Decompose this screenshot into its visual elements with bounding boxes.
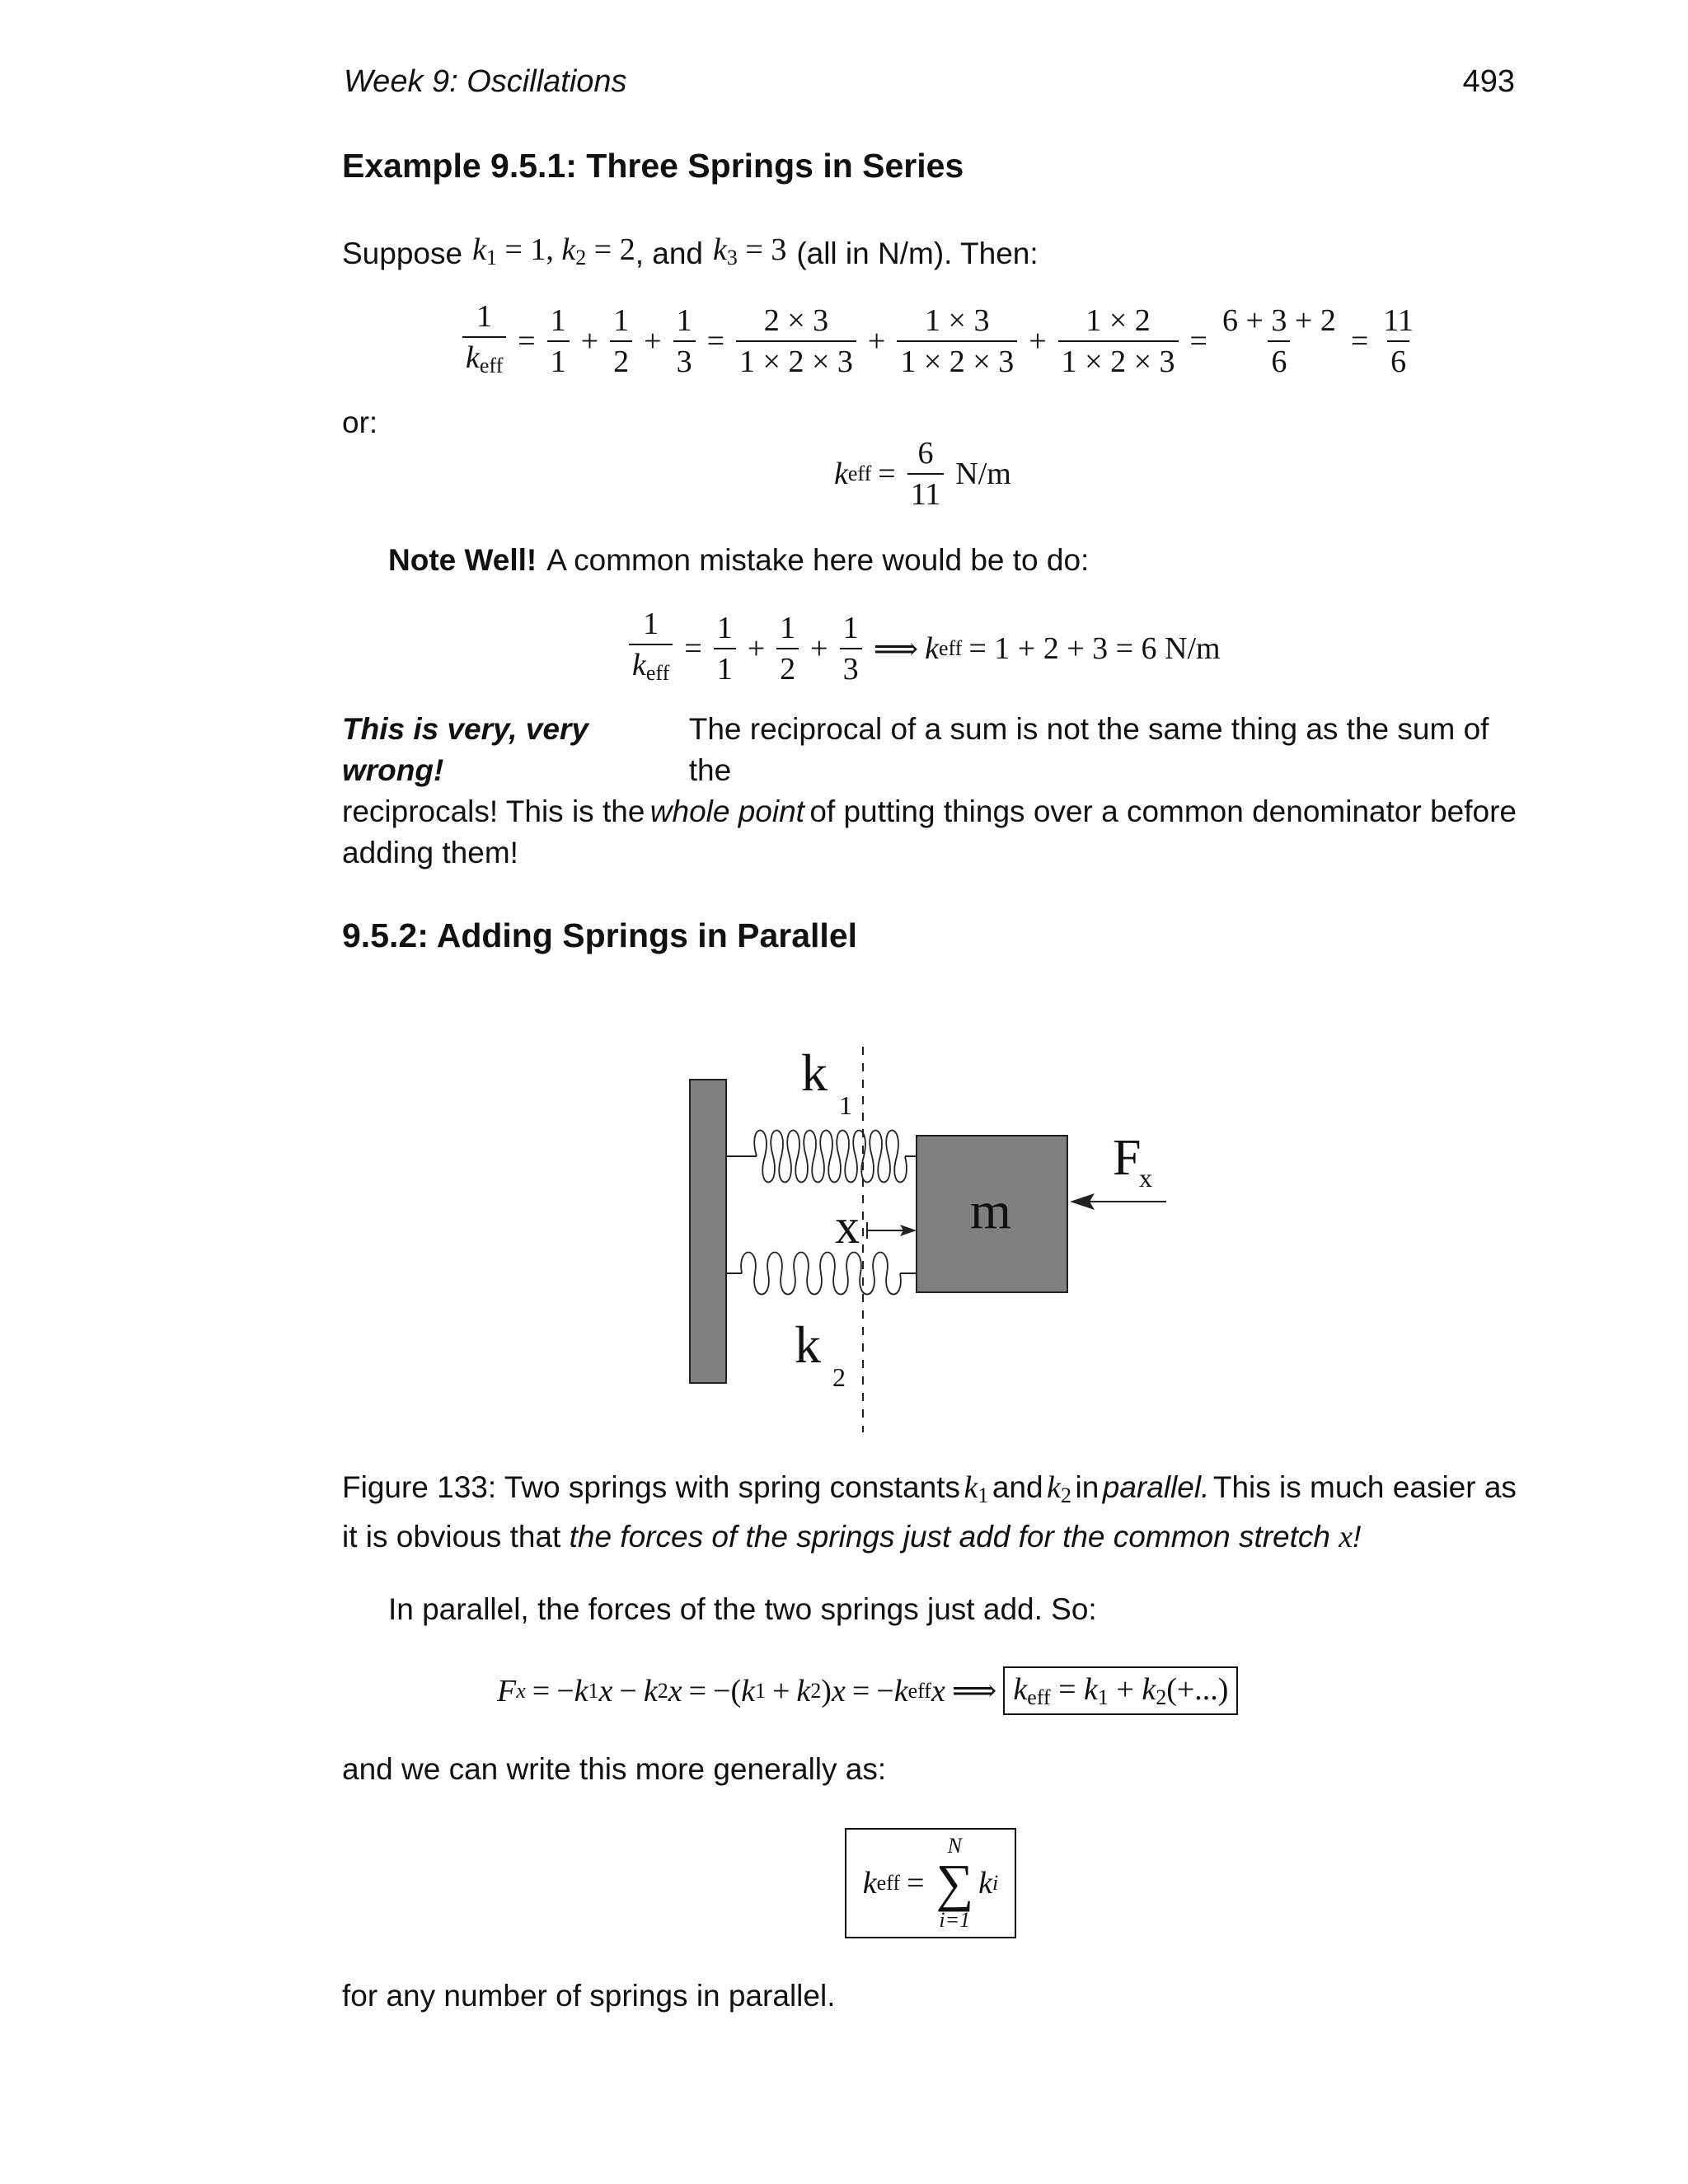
k1-sub: 1 (839, 1090, 852, 1120)
k1-label: k (801, 1043, 828, 1102)
wrong-text-3: adding them! (342, 836, 518, 869)
suppose-line: Suppose $k_1 = 1$, $k_2 = 2$ , and $k_3 = 3$ (all in N/m). Then: (342, 229, 1039, 279)
spring-k2 (741, 1253, 901, 1295)
series-equation: $\frac{1}{k_{eff}}$ = $\frac{1}{1}$ + $\frac{1}{2}$ + $\frac{1}{3}$ = $\frac{2 \times 3}{1 \times 2 \times 3}$ + $\frac{1 \times 3}{1 \times 2 \times 3}$ + $\frac{1 \times 2}{1 \times 2 \times 3}$ = $\frac{6 + 3 + 2}{6}$ = $\frac{11}{6}$ (457, 298, 1422, 384)
note-bold: Note Well! (388, 543, 537, 577)
parallel-springs-figure (659, 1030, 1203, 1442)
parallel-equation: F x = − k 1 x − k 2 x = −( k 1 + k 2 ) x = − k eff x ⟹ $k_{eff} = k_1 + k_2(+...)$ (497, 1666, 1238, 1715)
x-label: x (835, 1199, 860, 1254)
wrong-equation: $\frac{1}{k_{eff}}$ = $\frac{1}{1}$ + $\frac{1}{2}$ + $\frac{1}{3}$ ⟹ k eff = 1 + 2 + 3 = 6 N/m (624, 606, 1221, 691)
parallel-text: In parallel, the forces of the two springs just add. So: (388, 1592, 1097, 1626)
general-text: and we can write this more generally as: (342, 1752, 887, 1786)
wrong-paragraph (342, 709, 1517, 874)
k2-value: 2 (619, 232, 635, 267)
suppose-prefix: Suppose (342, 237, 463, 270)
note-text: A common mistake here would be to do: (546, 543, 1090, 577)
k1-def: $k_1 = 1$, $k_2 = 2$ (472, 232, 635, 269)
wall (690, 1080, 726, 1383)
page-number: 493 (1462, 64, 1515, 99)
force-label: F (1113, 1130, 1142, 1186)
k2-sub: 2 (832, 1362, 846, 1392)
closing-text: for any number of springs in parallel. (342, 1979, 836, 2013)
figure-caption: Figure 133: Two springs with spring constants $k_1$ and $k_2$ in parallel. This is much easier as it is obvious that the forces of the springs just add for the common stretch x! (342, 1467, 1517, 1558)
keff-result: k eff = $\frac{6}{11}$ N/m (834, 436, 1011, 512)
k3-value: 3 (771, 232, 787, 267)
caption-1b: and (992, 1470, 1043, 1504)
wrong-text-2c: of putting things over a common denominator before (809, 794, 1517, 828)
suppose-suffix: (all in N/m). Then: (796, 237, 1039, 270)
caption-1d: parallel. (1102, 1470, 1210, 1504)
k2-label: k (795, 1315, 821, 1374)
running-header: Week 9: Oscillations (344, 64, 627, 99)
or-label: or: (342, 405, 378, 439)
mass-label: m (970, 1181, 1011, 1240)
sum-lower: i=1 (939, 1908, 971, 1932)
caption-1c: in (1075, 1470, 1100, 1504)
caption-1e: This is much easier as (1212, 1470, 1517, 1504)
and-word: and (652, 237, 703, 270)
caption-2b: the forces of the springs just add for the common stretch (569, 1520, 1330, 1554)
wrong-bold: This is very, very wrong! (342, 712, 588, 787)
spring-k1 (754, 1131, 907, 1183)
keff-sum-box: k eff = N ∑ i=1 k i (845, 1828, 1016, 1938)
wrong-text-2a: reciprocals! This is the (342, 794, 645, 828)
sum-upper: N (947, 1834, 962, 1858)
caption-2a: it is obvious that (342, 1520, 561, 1554)
note-well (388, 540, 1089, 581)
caption-2c: ! (1353, 1520, 1362, 1554)
caption-1a: Figure 133: Two springs with spring constants (342, 1470, 960, 1504)
wrong-text-1: The reciprocal of a sum is not the same thing as the sum of the (688, 712, 1489, 787)
force-sub: x (1139, 1163, 1152, 1193)
wrong-text-2b: whole point (649, 794, 804, 828)
section-title: 9.5.2: Adding Springs in Parallel (342, 916, 858, 954)
keff-parallel-box: $k_{eff} = k_1 + k_2(+...)$ (1003, 1666, 1238, 1715)
example-title: Example 9.5.1: Three Springs in Series (342, 147, 964, 185)
k3-def: $k_3 = 3$ (713, 232, 787, 269)
k1-value: 1 (530, 232, 546, 267)
